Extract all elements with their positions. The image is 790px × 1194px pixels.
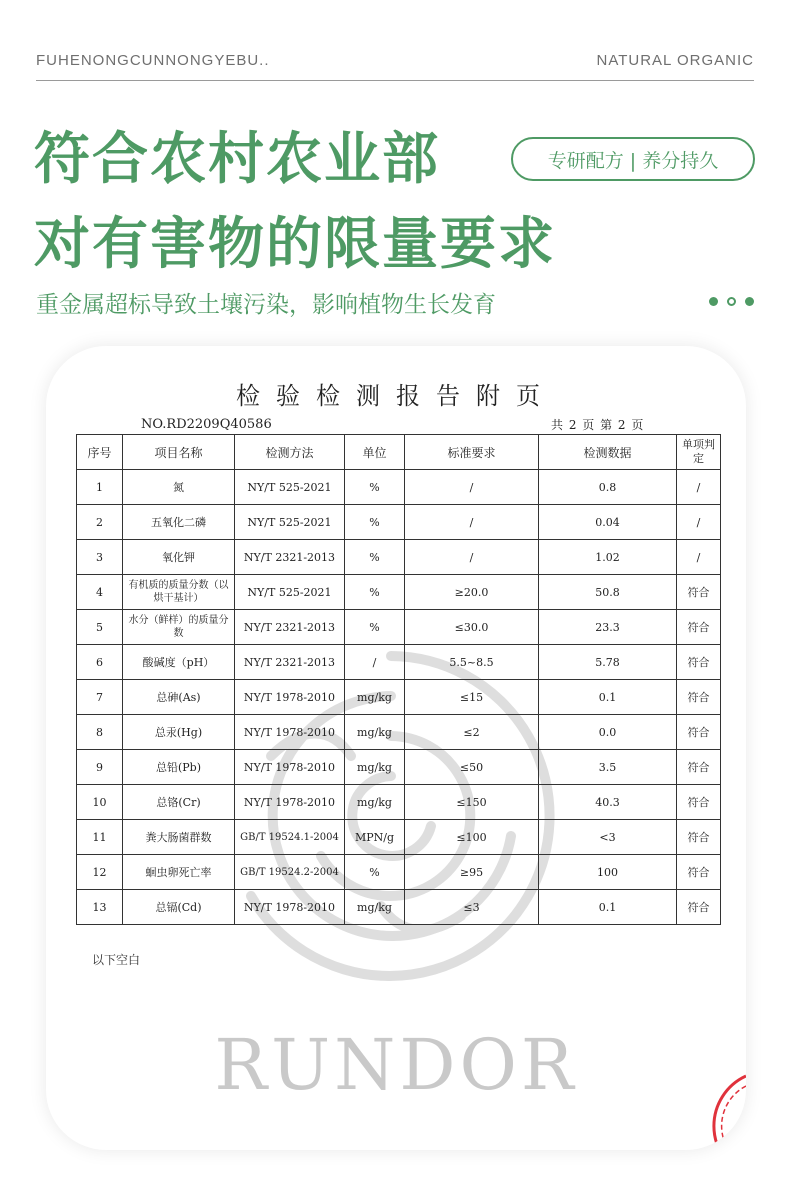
- cell-item: 氮: [123, 470, 235, 505]
- cell-judgment: 符合: [677, 820, 721, 855]
- cell-judgment: /: [677, 505, 721, 540]
- column-header: 项目名称: [123, 435, 235, 470]
- cell-unit: %: [345, 610, 405, 645]
- cell-method: NY/T 1978-2010: [235, 750, 345, 785]
- cell-standard: /: [405, 540, 539, 575]
- pagination-dots: [709, 297, 754, 306]
- cell-judgment: 符合: [677, 610, 721, 645]
- blank-below-note: 以下空白: [92, 953, 141, 967]
- report-card: [46, 346, 746, 1150]
- official-stamp-icon: [696, 1071, 746, 1150]
- cell-method: NY/T 2321-2013: [235, 645, 345, 680]
- cell-standard: ≤2: [405, 715, 539, 750]
- table-row: [77, 470, 721, 505]
- cell-judgment: 符合: [677, 715, 721, 750]
- cell-standard: ≤50: [405, 750, 539, 785]
- cell-unit: %: [345, 575, 405, 610]
- cell-judgment: 符合: [677, 680, 721, 715]
- cell-no: 1: [77, 470, 123, 505]
- cell-result: 0.04: [539, 505, 677, 540]
- cell-item: 总铅(Pb): [123, 750, 235, 785]
- cell-standard: ≥20.0: [405, 575, 539, 610]
- cell-no: 2: [77, 505, 123, 540]
- cell-result: 5.78: [539, 645, 677, 680]
- cell-judgment: 符合: [677, 575, 721, 610]
- cell-method: NY/T 1978-2010: [235, 785, 345, 820]
- cell-method: GB/T 19524.1-2004: [235, 820, 345, 855]
- cell-standard: ≤3: [405, 890, 539, 925]
- feature-tag: 专研配方 | 养分持久: [511, 137, 755, 181]
- cell-unit: mg/kg: [345, 785, 405, 820]
- top-bar: [36, 52, 754, 81]
- report-number: NO.RD2209Q40586: [141, 417, 272, 432]
- cell-standard: ≥95: [405, 855, 539, 890]
- table-row: [77, 680, 721, 715]
- cell-standard: ≤100: [405, 820, 539, 855]
- cell-no: 9: [77, 750, 123, 785]
- cell-judgment: 符合: [677, 890, 721, 925]
- cell-item: 氧化钾: [123, 540, 235, 575]
- natural-organic-label: NATURAL ORGANIC: [596, 52, 754, 69]
- table-row: [77, 575, 721, 610]
- cell-standard: /: [405, 505, 539, 540]
- column-header: 单位: [345, 435, 405, 470]
- column-header: 序号: [77, 435, 123, 470]
- cell-item: 总汞(Hg): [123, 715, 235, 750]
- table-row: [77, 785, 721, 820]
- cell-unit: %: [345, 505, 405, 540]
- cell-result: 3.5: [539, 750, 677, 785]
- cell-method: NY/T 1978-2010: [235, 715, 345, 750]
- table-row: [77, 645, 721, 680]
- cell-judgment: 符合: [677, 855, 721, 890]
- cell-no: 10: [77, 785, 123, 820]
- cell-result: 100: [539, 855, 677, 890]
- table-row: [77, 715, 721, 750]
- dot-hollow: [727, 297, 736, 306]
- table-row: [77, 610, 721, 645]
- cell-unit: %: [345, 855, 405, 890]
- cell-unit: /: [345, 645, 405, 680]
- cell-no: 11: [77, 820, 123, 855]
- cell-item: 五氧化二磷: [123, 505, 235, 540]
- cell-method: NY/T 525-2021: [235, 470, 345, 505]
- cell-result: 50.8: [539, 575, 677, 610]
- column-header: 单项判定: [677, 435, 721, 470]
- cell-standard: ≤150: [405, 785, 539, 820]
- table-row: [77, 890, 721, 925]
- cell-judgment: 符合: [677, 785, 721, 820]
- dot-filled: [709, 297, 718, 306]
- cell-standard: /: [405, 470, 539, 505]
- cell-method: GB/T 19524.2-2004: [235, 855, 345, 890]
- dot-filled: [745, 297, 754, 306]
- cell-no: 13: [77, 890, 123, 925]
- table-row: [77, 540, 721, 575]
- table-row: [77, 750, 721, 785]
- cell-no: 5: [77, 610, 123, 645]
- cell-result: 0.1: [539, 890, 677, 925]
- table-body: [77, 470, 721, 925]
- watermark-logo: RUNDOR: [214, 1024, 578, 1106]
- cell-result: <3: [539, 820, 677, 855]
- cell-no: 6: [77, 645, 123, 680]
- cell-result: 0.1: [539, 680, 677, 715]
- cell-result: 40.3: [539, 785, 677, 820]
- cell-result: 1.02: [539, 540, 677, 575]
- cell-standard: ≤30.0: [405, 610, 539, 645]
- report-table: [76, 434, 721, 925]
- cell-item: 总铬(Cr): [123, 785, 235, 820]
- cell-item: 水分（鲜样）的质量分数: [123, 610, 235, 645]
- table-row: [77, 820, 721, 855]
- brand-tagline: FUHENONGCUNNONGYEBU..: [36, 52, 270, 69]
- cell-method: NY/T 525-2021: [235, 575, 345, 610]
- cell-judgment: 符合: [677, 645, 721, 680]
- column-header: 标准要求: [405, 435, 539, 470]
- cell-result: 0.0: [539, 715, 677, 750]
- cell-judgment: /: [677, 540, 721, 575]
- cell-unit: MPN/g: [345, 820, 405, 855]
- cell-standard: 5.5~8.5: [405, 645, 539, 680]
- headline-line-2: 对有害物的限量要求: [34, 212, 556, 277]
- report-page-number: 共 2 页 第 2 页: [551, 418, 645, 432]
- cell-item: 总砷(As): [123, 680, 235, 715]
- column-header: 检测方法: [235, 435, 345, 470]
- cell-unit: mg/kg: [345, 750, 405, 785]
- headline-line-1: 符合农村农业部: [34, 127, 440, 192]
- cell-method: NY/T 1978-2010: [235, 680, 345, 715]
- cell-item: 酸碱度（pH）: [123, 645, 235, 680]
- cell-unit: %: [345, 470, 405, 505]
- table-row: [77, 505, 721, 540]
- cell-no: 3: [77, 540, 123, 575]
- cell-result: 0.8: [539, 470, 677, 505]
- cell-item: 粪大肠菌群数: [123, 820, 235, 855]
- cell-method: NY/T 2321-2013: [235, 540, 345, 575]
- cell-item: 有机质的质量分数（以烘干基计）: [123, 575, 235, 610]
- cell-judgment: 符合: [677, 750, 721, 785]
- cell-no: 12: [77, 855, 123, 890]
- report-title: 检验检测报告附页: [236, 382, 556, 410]
- cell-unit: mg/kg: [345, 680, 405, 715]
- cell-no: 4: [77, 575, 123, 610]
- cell-no: 8: [77, 715, 123, 750]
- cell-method: NY/T 2321-2013: [235, 610, 345, 645]
- cell-unit: mg/kg: [345, 715, 405, 750]
- cell-item: 总镉(Cd): [123, 890, 235, 925]
- column-header: 检测数据: [539, 435, 677, 470]
- cell-method: NY/T 1978-2010: [235, 890, 345, 925]
- cell-method: NY/T 525-2021: [235, 505, 345, 540]
- cell-standard: ≤15: [405, 680, 539, 715]
- cell-no: 7: [77, 680, 123, 715]
- cell-item: 蛔虫卵死亡率: [123, 855, 235, 890]
- table-row: [77, 855, 721, 890]
- table-header-row: [77, 435, 721, 470]
- subtitle: 重金属超标导致土壤污染，影响植物生长发育: [36, 292, 496, 318]
- cell-judgment: /: [677, 470, 721, 505]
- cell-unit: mg/kg: [345, 890, 405, 925]
- cell-unit: %: [345, 540, 405, 575]
- cell-result: 23.3: [539, 610, 677, 645]
